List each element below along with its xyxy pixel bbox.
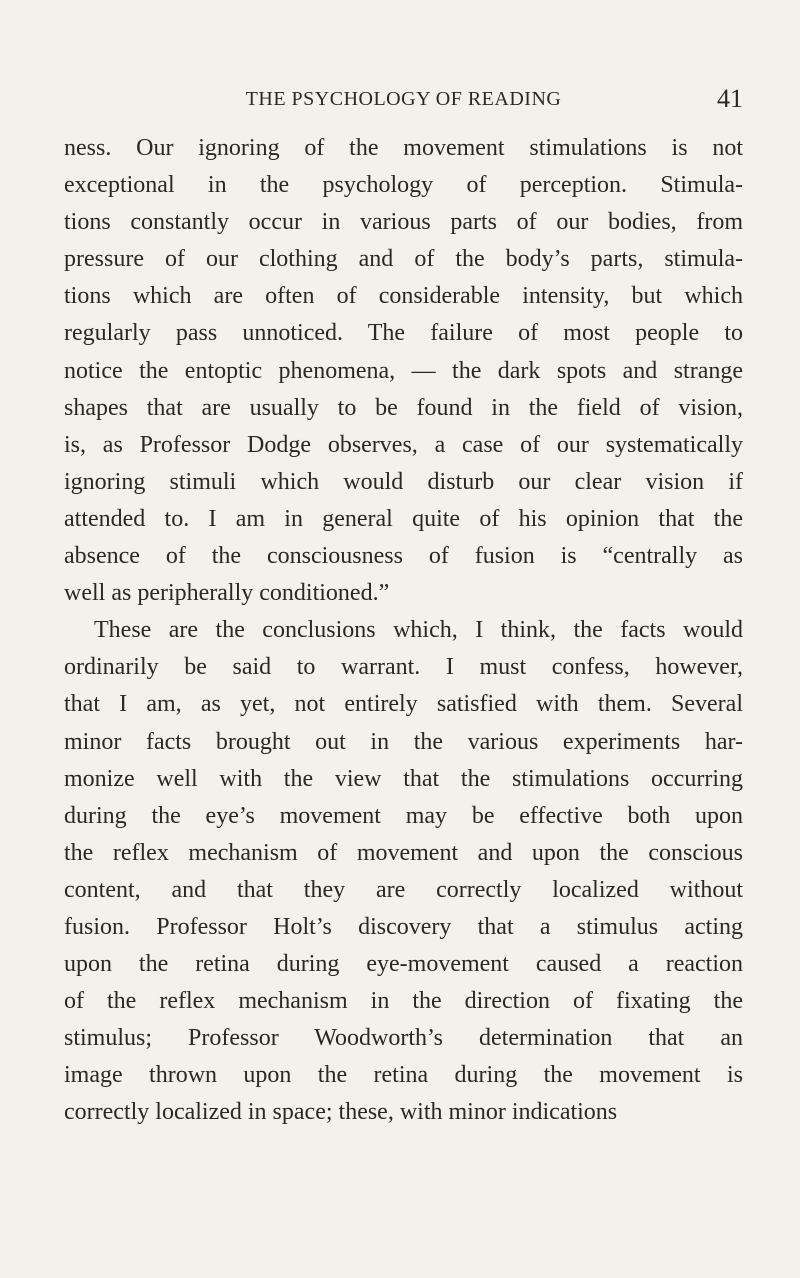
paragraph bbox=[64, 612, 743, 1131]
text-line: ignoring stimuli which would disturb our clear vision if bbox=[64, 468, 743, 495]
text-line: during the eye’s movement may be effective both upon bbox=[64, 802, 743, 829]
text-line: shapes that are usually to be found in the field of vision, bbox=[64, 394, 743, 421]
running-title: THE PSYCHOLOGY OF READING bbox=[245, 88, 562, 110]
text-line: ordinarily be said to warrant. I must confess, however, bbox=[64, 654, 743, 681]
text-line: tions which are often of considerable intensity, but which bbox=[64, 283, 743, 310]
text-line: These are the conclusions which, I think, the facts would bbox=[94, 617, 743, 644]
text-line: is, as Professor Dodge observes, a case of our systematically bbox=[64, 431, 743, 458]
text-line: correctly localized in space; these, with minor indications bbox=[64, 1099, 618, 1126]
text-line: content, and that they are correctly localized without bbox=[64, 876, 743, 903]
text-line: well as peripherally conditioned.” bbox=[64, 580, 390, 607]
text-line: stimulus; Professor Woodworth’s determination that an bbox=[64, 1025, 743, 1052]
text-line: absence of the consciousness of fusion is “centrally as bbox=[64, 543, 743, 570]
text-line: ness. Our ignoring of the movement stimulations is not bbox=[64, 135, 743, 161]
body-text bbox=[64, 130, 743, 1132]
paragraph bbox=[64, 130, 743, 612]
text-line: regularly pass unnoticed. The failure of most people to bbox=[64, 320, 743, 347]
text-line: attended to. I am in general quite of his opinion that the bbox=[64, 505, 743, 532]
text-line: that I am, as yet, not entirely satisfied with them. Several bbox=[64, 691, 743, 718]
text-line: minor facts brought out in the various experiments har- bbox=[64, 728, 743, 755]
text-line: monize well with the view that the stimulations occurring bbox=[64, 765, 743, 792]
running-header bbox=[64, 84, 743, 120]
text-line: fusion. Professor Holt’s discovery that a stimulus acting bbox=[64, 913, 743, 940]
text-line: pressure of our clothing and of the body’s parts, stimula- bbox=[64, 246, 743, 273]
text-line: notice the entoptic phenomena, — the dark spots and strange bbox=[64, 357, 743, 384]
page-number: 41 bbox=[717, 84, 743, 113]
text-line: tions constantly occur in various parts of our bodies, from bbox=[64, 209, 743, 236]
text-line: of the reflex mechanism in the direction of fixating the bbox=[64, 988, 743, 1015]
text-line: the reflex mechanism of movement and upon the conscious bbox=[64, 839, 743, 866]
text-line: upon the retina during eye-movement caused a reaction bbox=[64, 951, 743, 978]
text-line: exceptional in the psychology of perception. Stimula- bbox=[64, 172, 743, 199]
text-line: image thrown upon the retina during the movement is bbox=[64, 1062, 743, 1089]
